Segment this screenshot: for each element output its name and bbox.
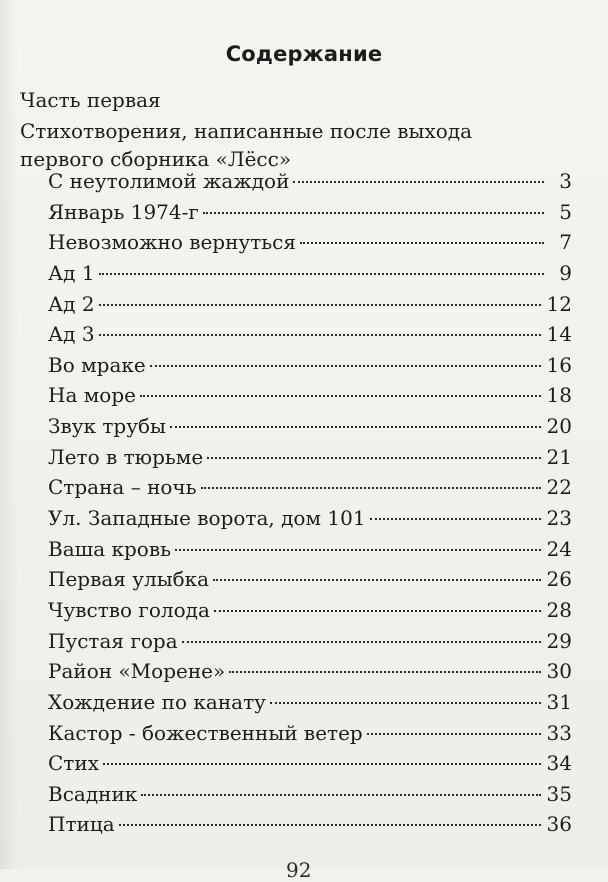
dot-leader <box>201 487 541 489</box>
toc-entry <box>48 751 572 782</box>
toc-entry-page: 24 <box>546 536 572 561</box>
dot-leader <box>99 304 541 306</box>
toc-entry-page: 31 <box>546 689 572 714</box>
toc-entry-title: Ваша кровь <box>48 536 171 561</box>
toc-entry-page: 34 <box>546 751 572 776</box>
toc-entry-page: 7 <box>559 230 572 255</box>
toc-entry <box>48 230 572 261</box>
toc-entry-page: 12 <box>546 291 572 316</box>
toc-entry-page: 9 <box>559 260 572 285</box>
toc-entry-page: 20 <box>546 414 572 439</box>
toc-entry-page: 35 <box>546 781 572 806</box>
toc-entry <box>48 200 572 231</box>
toc-entry-page: 22 <box>546 475 572 500</box>
dot-leader <box>367 733 541 735</box>
toc-entry <box>48 598 572 629</box>
dot-leader <box>141 794 540 796</box>
toc-entry <box>48 169 572 200</box>
toc-entry <box>48 261 572 292</box>
toc-entry <box>48 537 572 568</box>
toc-entry-title: Январь 1974-г <box>48 199 199 224</box>
toc-entry-page: 30 <box>546 659 572 684</box>
toc-entry-title: Ад 3 <box>48 322 95 347</box>
dot-leader <box>99 273 544 275</box>
dot-leader <box>293 181 544 183</box>
toc-entry-title: Ад 2 <box>48 291 95 316</box>
toc-entry-title: На море <box>48 383 136 408</box>
dot-leader <box>99 334 541 336</box>
toc-entry-title: Первая улыбка <box>48 567 210 592</box>
toc-entry-page: 33 <box>546 720 572 745</box>
toc-entry <box>48 383 572 414</box>
toc-entry <box>48 659 572 690</box>
dot-leader <box>229 671 540 673</box>
toc-entry <box>48 292 572 323</box>
part-heading: Часть первая <box>20 88 161 112</box>
toc-entry-title: Всадник <box>48 781 138 806</box>
dot-leader <box>214 610 541 612</box>
toc-entry <box>48 414 572 445</box>
section-heading-line-2: первого сборника «Лёсс» <box>20 147 292 171</box>
toc-entry <box>48 506 572 537</box>
toc-entry-page: 14 <box>546 322 572 347</box>
toc-entry-title: Страна – ночь <box>48 475 197 500</box>
dot-leader <box>170 426 541 428</box>
toc-entries <box>48 169 572 843</box>
toc-entry-title: Стих <box>48 751 99 776</box>
dot-leader <box>370 518 541 520</box>
toc-entry-page: 23 <box>546 506 572 531</box>
toc-entry-page: 18 <box>546 383 572 408</box>
toc-entry <box>48 812 572 843</box>
page-gutter-shadow <box>0 0 18 869</box>
toc-entry-page: 3 <box>559 169 572 193</box>
toc-entry-title: Звук трубы <box>48 414 166 439</box>
dot-leader <box>119 824 541 826</box>
toc-entry-title: Птица <box>48 812 115 837</box>
toc-entry-title: Район «Морене» <box>48 659 226 684</box>
toc-entry <box>48 690 572 721</box>
dot-leader <box>300 242 544 244</box>
toc-entry <box>48 629 572 660</box>
toc-entry-title: Во мраке <box>48 352 146 377</box>
toc-entry-page: 21 <box>546 444 572 469</box>
toc-entry-title: Ад 1 <box>48 260 95 285</box>
toc-entry <box>48 782 572 813</box>
toc-entry <box>48 353 572 384</box>
dot-leader <box>213 579 540 581</box>
toc-entry-page: 16 <box>546 352 572 377</box>
dot-leader <box>182 641 541 643</box>
toc-entry <box>48 721 572 752</box>
dot-leader <box>207 457 540 459</box>
toc-entry-title: Пустая гора <box>48 628 178 653</box>
dot-leader <box>175 549 541 551</box>
toc-entry <box>48 322 572 353</box>
toc-entry-page: 36 <box>546 812 572 837</box>
toc-entry-page: 28 <box>546 597 572 622</box>
dot-leader <box>140 395 541 397</box>
toc-title: Содержание <box>225 42 383 66</box>
toc-entry-title: Невозможно вернуться <box>48 230 296 255</box>
dot-leader <box>150 365 541 367</box>
section-heading-line-1: Стихотворения, написанные после выхода <box>20 119 473 143</box>
toc-entry-title: Лето в тюрьме <box>48 444 204 469</box>
toc-entry-title: С неутолимой жаждой <box>48 169 290 193</box>
toc-entry-title: Кастор - божественный ветер <box>48 720 363 745</box>
toc-entry <box>48 445 572 476</box>
toc-entry-page: 29 <box>546 628 572 653</box>
toc-entry-title: Чувство голода <box>48 597 210 622</box>
toc-entry <box>48 475 572 506</box>
toc-entry <box>48 567 572 598</box>
toc-entry-page: 5 <box>559 199 572 224</box>
toc-entry-title: Хождение по канату <box>48 689 266 714</box>
dot-leader <box>203 212 544 214</box>
toc-entry-page: 26 <box>546 567 572 592</box>
dot-leader <box>270 702 541 704</box>
toc-entry-title: Ул. Западные ворота, дом 101 <box>48 506 366 531</box>
dot-leader <box>103 763 541 765</box>
page-number: 92 <box>286 858 312 882</box>
